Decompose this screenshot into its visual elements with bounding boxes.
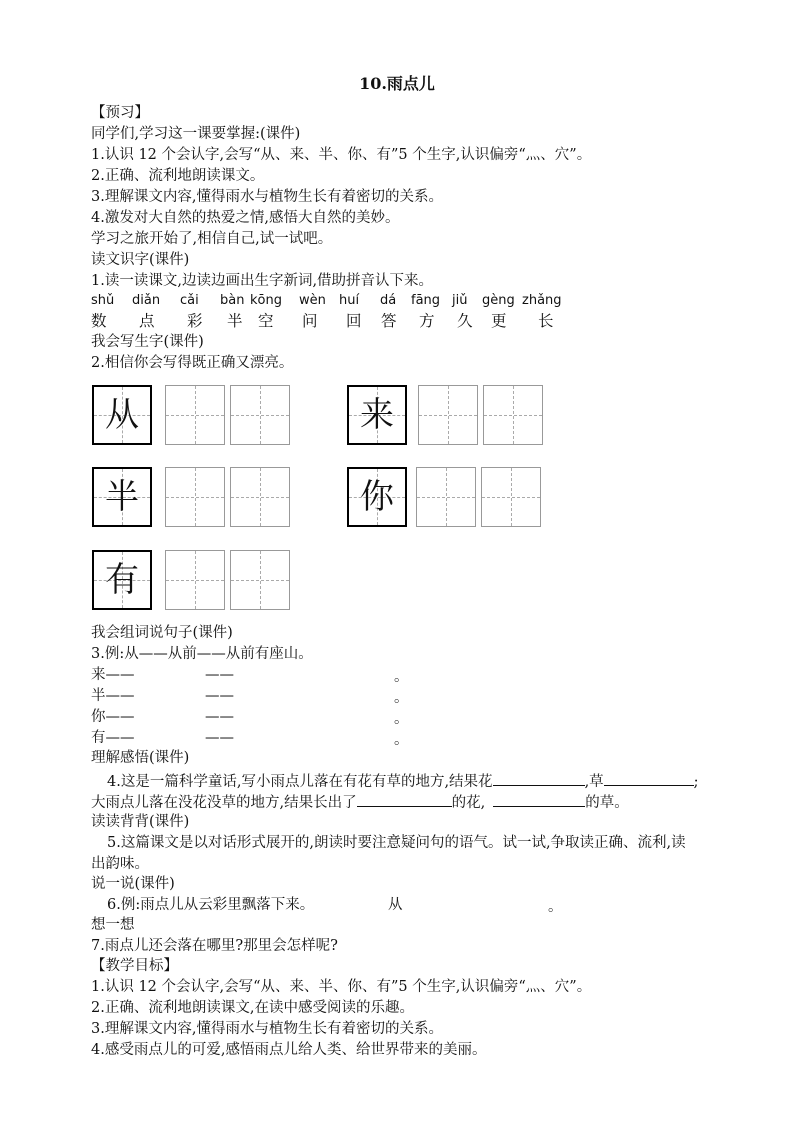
pinyin-12: zhǎng	[522, 293, 562, 308]
preview-goal-4: 4.激发对大自然的热爱之情,感悟大自然的美妙。	[91, 210, 400, 226]
pinyin-6: wèn	[299, 293, 326, 308]
q4-text-d: 大雨点儿落在没花没草的地方,结果长出了	[91, 795, 357, 811]
preview-header: 【预习】	[91, 105, 149, 121]
practice-box[interactable]	[483, 385, 543, 445]
word-row-end: 。	[394, 690, 409, 706]
word-row-lead: 来——	[91, 667, 135, 683]
char-box-cong	[92, 385, 152, 445]
char-ni: 你	[360, 477, 394, 517]
word-row-mid: ——	[205, 667, 234, 683]
q4-text-b: ,草	[584, 774, 604, 790]
hanzi-8: 答	[381, 312, 397, 330]
blank-green-grass[interactable]	[493, 792, 585, 807]
pinyin-10: jiǔ	[452, 293, 468, 308]
pinyin-9: fāng	[411, 293, 441, 308]
q4-text-a: 4.这是一篇科学童话,写小雨点儿落在有花有草的地方,结果花	[107, 774, 493, 790]
pinyin-2: diǎn	[132, 293, 161, 308]
pinyin-11: gèng	[482, 293, 515, 308]
pinyin-7: huí	[339, 293, 360, 308]
pinyin-5: kōng	[250, 293, 282, 308]
hanzi-5: 空	[258, 312, 274, 330]
pinyin-4: bàn	[220, 293, 245, 308]
practice-box[interactable]	[165, 550, 225, 610]
speak-prompt: 从	[388, 897, 403, 913]
think-question: 7.雨点儿还会落在哪里?那里会怎样呢?	[91, 938, 338, 954]
hanzi-1: 数	[91, 312, 107, 330]
word-row-lead: 半——	[91, 688, 135, 704]
preview-goal-3: 3.理解课文内容,懂得雨水与植物生长有着密切的关系。	[91, 189, 443, 205]
blank-flower[interactable]	[493, 771, 585, 786]
word-row-mid: ——	[205, 730, 234, 746]
objective-3: 3.理解课文内容,懂得雨水与植物生长有着密切的关系。	[91, 1021, 443, 1037]
q4-text-c: ;	[693, 774, 699, 790]
practice-box[interactable]	[165, 385, 225, 445]
char-box-ni	[347, 467, 407, 527]
writing-heading: 我会写生字(课件)	[91, 334, 204, 350]
reading-heading: 读文识字(课件)	[91, 252, 190, 268]
preview-goal-2: 2.正确、流利地朗读课文。	[91, 168, 265, 184]
practice-box[interactable]	[418, 385, 478, 445]
word-row-lead: 你——	[91, 709, 135, 725]
question-4-line-1	[107, 771, 699, 792]
objective-4: 4.感受雨点儿的可爱,感悟雨点儿给人类、给世界带来的美丽。	[91, 1042, 487, 1058]
preview-start: 学习之旅开始了,相信自己,试一试吧。	[91, 231, 333, 247]
word-row-end: 。	[394, 732, 409, 748]
practice-box[interactable]	[230, 550, 290, 610]
hanzi-9: 方	[419, 312, 435, 330]
hanzi-3: 彩	[187, 312, 203, 330]
word-row-end: 。	[394, 711, 409, 727]
word-row-end: 。	[394, 669, 409, 685]
speak-end: 。	[548, 899, 563, 915]
char-box-you	[92, 550, 152, 610]
blank-grass[interactable]	[604, 771, 694, 786]
char-you: 有	[105, 560, 139, 600]
words-heading: 我会组词说句子(课件)	[91, 625, 233, 641]
practice-box[interactable]	[416, 467, 476, 527]
practice-box[interactable]	[165, 467, 225, 527]
char-box-lai	[347, 385, 407, 445]
preview-goal-1: 1.认识 12 个会认字,会写“从、来、半、你、有”5 个生字,认识偏旁“灬、穴”。	[91, 147, 592, 163]
pinyin-3: cǎi	[180, 293, 199, 308]
understand-heading: 理解感悟(课件)	[91, 750, 190, 766]
hanzi-12: 长	[538, 312, 554, 330]
recite-line-1: 5.这篇课文是以对话形式展开的,朗读时要注意疑问句的语气。试一试,争取读正确、流利,读	[107, 835, 686, 851]
practice-box[interactable]	[481, 467, 541, 527]
recite-line-2: 出韵味。	[91, 856, 149, 872]
page-title: 10.雨点儿	[359, 74, 435, 93]
reading-task: 1.读一读课文,边读边画出生字新词,借助拼音认下来。	[91, 273, 434, 289]
objectives-header: 【教学目标】	[91, 958, 178, 974]
recite-heading: 读读背背(课件)	[91, 814, 190, 830]
hanzi-4: 半	[227, 312, 243, 330]
speak-heading: 说一说(课件)	[91, 876, 175, 892]
preview-intro: 同学们,学习这一课要掌握:(课件)	[91, 126, 301, 142]
hanzi-6: 问	[302, 312, 318, 330]
think-heading: 想一想	[91, 917, 135, 933]
hanzi-10: 久	[457, 312, 473, 330]
blank-big-flower[interactable]	[357, 792, 452, 807]
words-example: 3.例:从——从前——从前有座山。	[91, 646, 313, 662]
pinyin-8: dá	[380, 293, 397, 308]
char-lai: 来	[360, 395, 394, 435]
question-4-line-2	[91, 792, 629, 813]
word-row-mid: ——	[205, 709, 234, 725]
word-row-lead: 有——	[91, 730, 135, 746]
hanzi-11: 更	[491, 312, 507, 330]
practice-box[interactable]	[230, 385, 290, 445]
char-ban: 半	[105, 477, 139, 517]
pinyin-1: shǔ	[91, 293, 115, 308]
objective-2: 2.正确、流利地朗读课文,在读中感受阅读的乐趣。	[91, 1000, 414, 1016]
hanzi-7: 回	[346, 312, 362, 330]
hanzi-2: 点	[139, 312, 155, 330]
word-row-mid: ——	[205, 688, 234, 704]
char-cong: 从	[105, 395, 139, 435]
q4-text-f: 的草。	[585, 795, 629, 811]
objective-1: 1.认识 12 个会认字,会写“从、来、半、你、有”5 个生字,认识偏旁“灬、穴”。	[91, 979, 592, 995]
writing-task: 2.相信你会写得既正确又漂亮。	[91, 355, 294, 371]
practice-box[interactable]	[230, 467, 290, 527]
speak-example: 6.例:雨点儿从云彩里飘落下来。	[107, 897, 315, 913]
q4-text-e: 的花,	[451, 795, 486, 811]
char-box-ban	[92, 467, 152, 527]
